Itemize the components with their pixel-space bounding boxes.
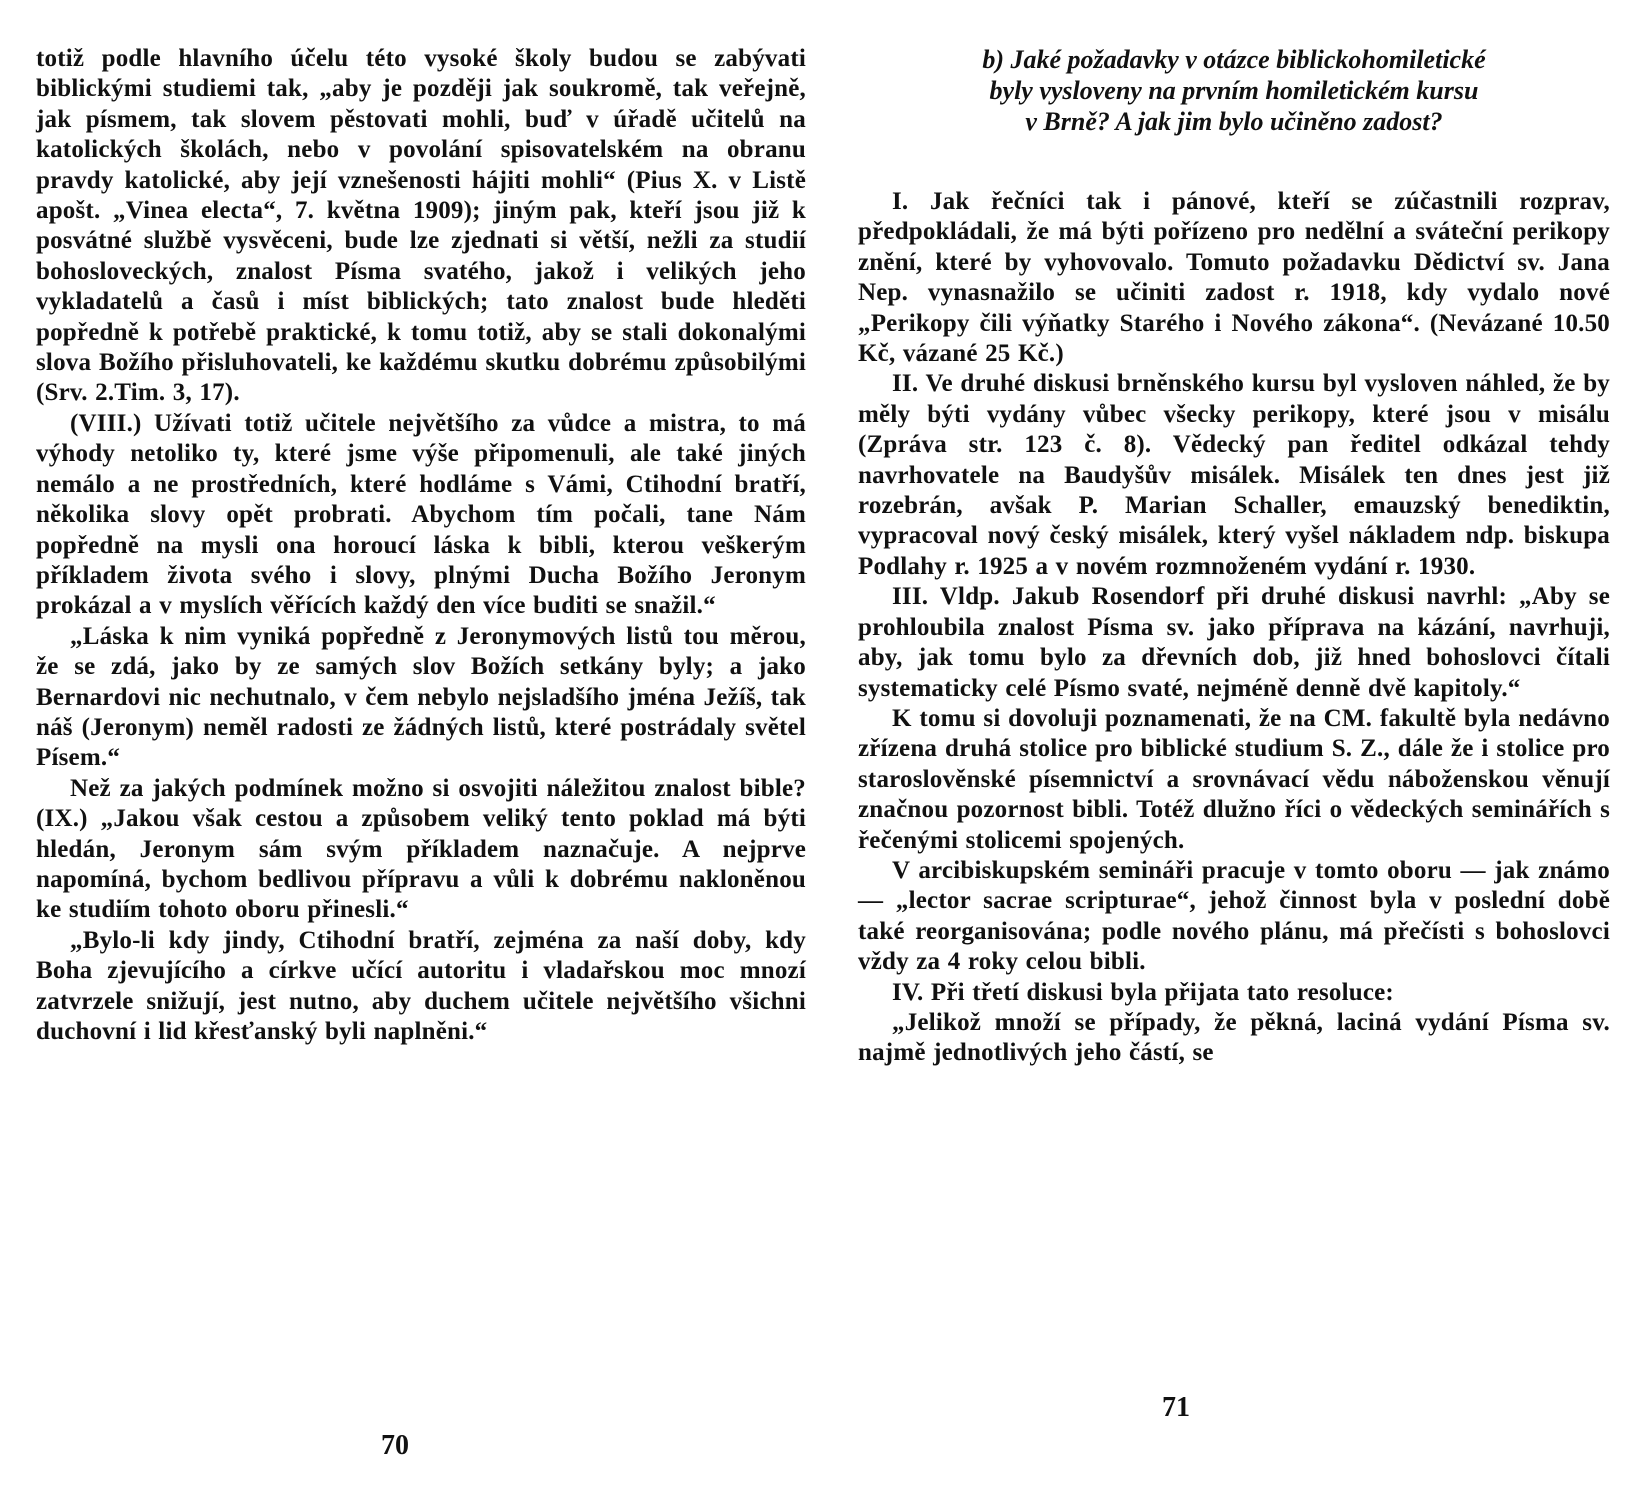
right-paragraph-7: „Jelikož množí se případy, že pěkná, laciná vydání Písma sv. najmě jednotlivých jeho částí, se: [858, 1008, 1610, 1067]
right-paragraph-1: I. Jak řečníci tak i pánové, kteří se zúčastnili rozprav, předpokládali, že má býti pořízeno pro nedělní a sváteční perikopy znění, které by vyhovovalo. Tomuto požadavku Dědictví sv. Jana Nep. vynasnažilo se učiniti zadost r. 1918, kdy vydalo nové „Perikopy čili výňatky Starého i Nového zákona“. (Nevázané 10.50 Kč, vázané 25 Kč.): [858, 188, 1610, 368]
right-paragraph-4: K tomu si dovoluji poznamenati, že na CM. fakultě byla nedávno zřízena druhá stolice pro biblické studium S. Z., dále že i stolice pro staroslověnské písemnictví a srovnávací vědu náboženskou věnují značnou pozornost bibli. Totéž dlužno říci o vědeckých seminářích s řečenými stolicemi spojených.: [858, 704, 1610, 854]
left-page: [36, 44, 806, 1494]
left-paragraph-1: totiž podle hlavního účelu této vysoké školy budou se zabývati biblickými studiemi tak, „aby je později jak soukromě, tak veřejně, jak písmem, tak slovem pěstovati mohli, buď v úřadě učitelů na katolických školách, nebo v povolání spisovatelském na obranu pravdy katolické, aby její vznešenosti hájiti mohli“ (Pius X. v Listě apošt. „Vinea electa“, 7. května 1909); jiným pak, kteří jsou již k posvátné službě vysvěceni, bude lze zjednati si větší, nežli za studií bohosloveckých, znalost Písma svatého, jakož i velikých jeho vykladatelů a časů i míst biblických; tato znalost bude hleděti popředně k potřebě praktické, k tomu totiž, aby se stali dokonalými slova Božího přisluhovateli, ke každému skutku dobrému způsobilými (Srv. 2.Tim. 3, 17).: [36, 45, 806, 407]
right-page: [858, 44, 1610, 1494]
left-paragraph-4: Než za jakých podmínek možno si osvojiti náležitou znalost bible? (IX.) „Jakou však cestou a způsobem veliký tento poklad má býti hledán, Jeronym sám svým příkladem naznačuje. A nejprve napomíná, bychom bedlivou přípravu a vůli k dobrému nakloněnou ke studiím tohoto oboru přinesli.“: [36, 774, 806, 924]
section-heading-line-3: v Brně? A jak jim bylo učiněno zadost?: [1025, 107, 1443, 136]
left-page-number: 70: [381, 1430, 409, 1461]
right-paragraph-2: II. Ve druhé diskusi brněnského kursu byl vysloven náhled, že by měly býti vydány vůbec všecky perikopy, které jsou v misálu (Zpráva str. 123 č. 8). Vědecký pan ředitel odkázal tehdy navrhovatele na Baudyšův misálek. Misálek ten dnes jest již rozebrán, avšak P. Marian Schaller, emauzský benediktin, vypracoval nový český misálek, který vyšel nákladem ndp. biskupa Podlahy r. 1925 a v novém rozmnoženém vydání r. 1930.: [858, 370, 1610, 580]
section-heading-line-2: byly vysloveny na prvním homiletickém kursu: [989, 76, 1479, 105]
section-heading-line-1: b) Jaké požadavky v otázce biblickohomiletické: [982, 45, 1486, 74]
right-page-number: 71: [1162, 1392, 1190, 1423]
right-paragraph-5: V arcibiskupském semináři pracuje v tomto oboru — jak známo — „lector sacrae scripturae“, jehož činnost byla v poslední době také reorganisována; podle nového plánu, má přečísti s bohoslovci vždy za 4 roky celou bibli.: [858, 856, 1610, 976]
gutter: [816, 0, 817, 1500]
section-heading: [858, 44, 1610, 137]
left-paragraph-3: „Láska k nim vyniká popředně z Jeronymových listů tou měrou, že se zdá, jako by ze samých slov Božích setkány byly; a jako Bernardovi nic nechutnalo, v čem nebylo nejsladšího jména Ježíš, tak náš (Jeronym) neměl radosti ze žádných listů, které postrádaly světel Písem.“: [36, 622, 806, 772]
left-paragraph-2: (VIII.) Užívati totiž učitele největšího za vůdce a mistra, to má výhody netoliko ty, které jsme výše připomenuli, ale také jiných nemálo a ne prostředních, které hodláme s Vámi, Ctihodní bratří, několika slovy opět probrati. Abychom tím počali, tane Nám popředně na mysli ona horoucí láska k bibli, kterou veškerým příkladem života svého i slovy, plnými Ducha Božího Jeronym prokázal a v myslích věřících každý den více buditi se snažil.“: [36, 409, 806, 620]
right-paragraph-6: IV. Při třetí diskusi byla přijata tato resoluce:: [892, 978, 1394, 1006]
right-paragraph-3: III. Vldp. Jakub Rosendorf při druhé diskusi navrhl: „Aby se prohloubila znalost Písma sv. jako příprava na kázání, navrhuji, aby, jak tomu bylo za dřevních dob, již hned bohoslovci čítali systematicky celé Písmo svaté, nejméně denně dvě kapitoly.“: [858, 583, 1610, 702]
left-paragraph-5: „Bylo-li kdy jindy, Ctihodní bratří, zejména za naší doby, kdy Boha zjevujícího a církve učící autoritu i vladařskou moc mnozí zatvrzele snižují, jest nutno, aby duchem učitele největšího všichni duchovní i lid křesťanský byli naplněni.“: [36, 926, 806, 1045]
